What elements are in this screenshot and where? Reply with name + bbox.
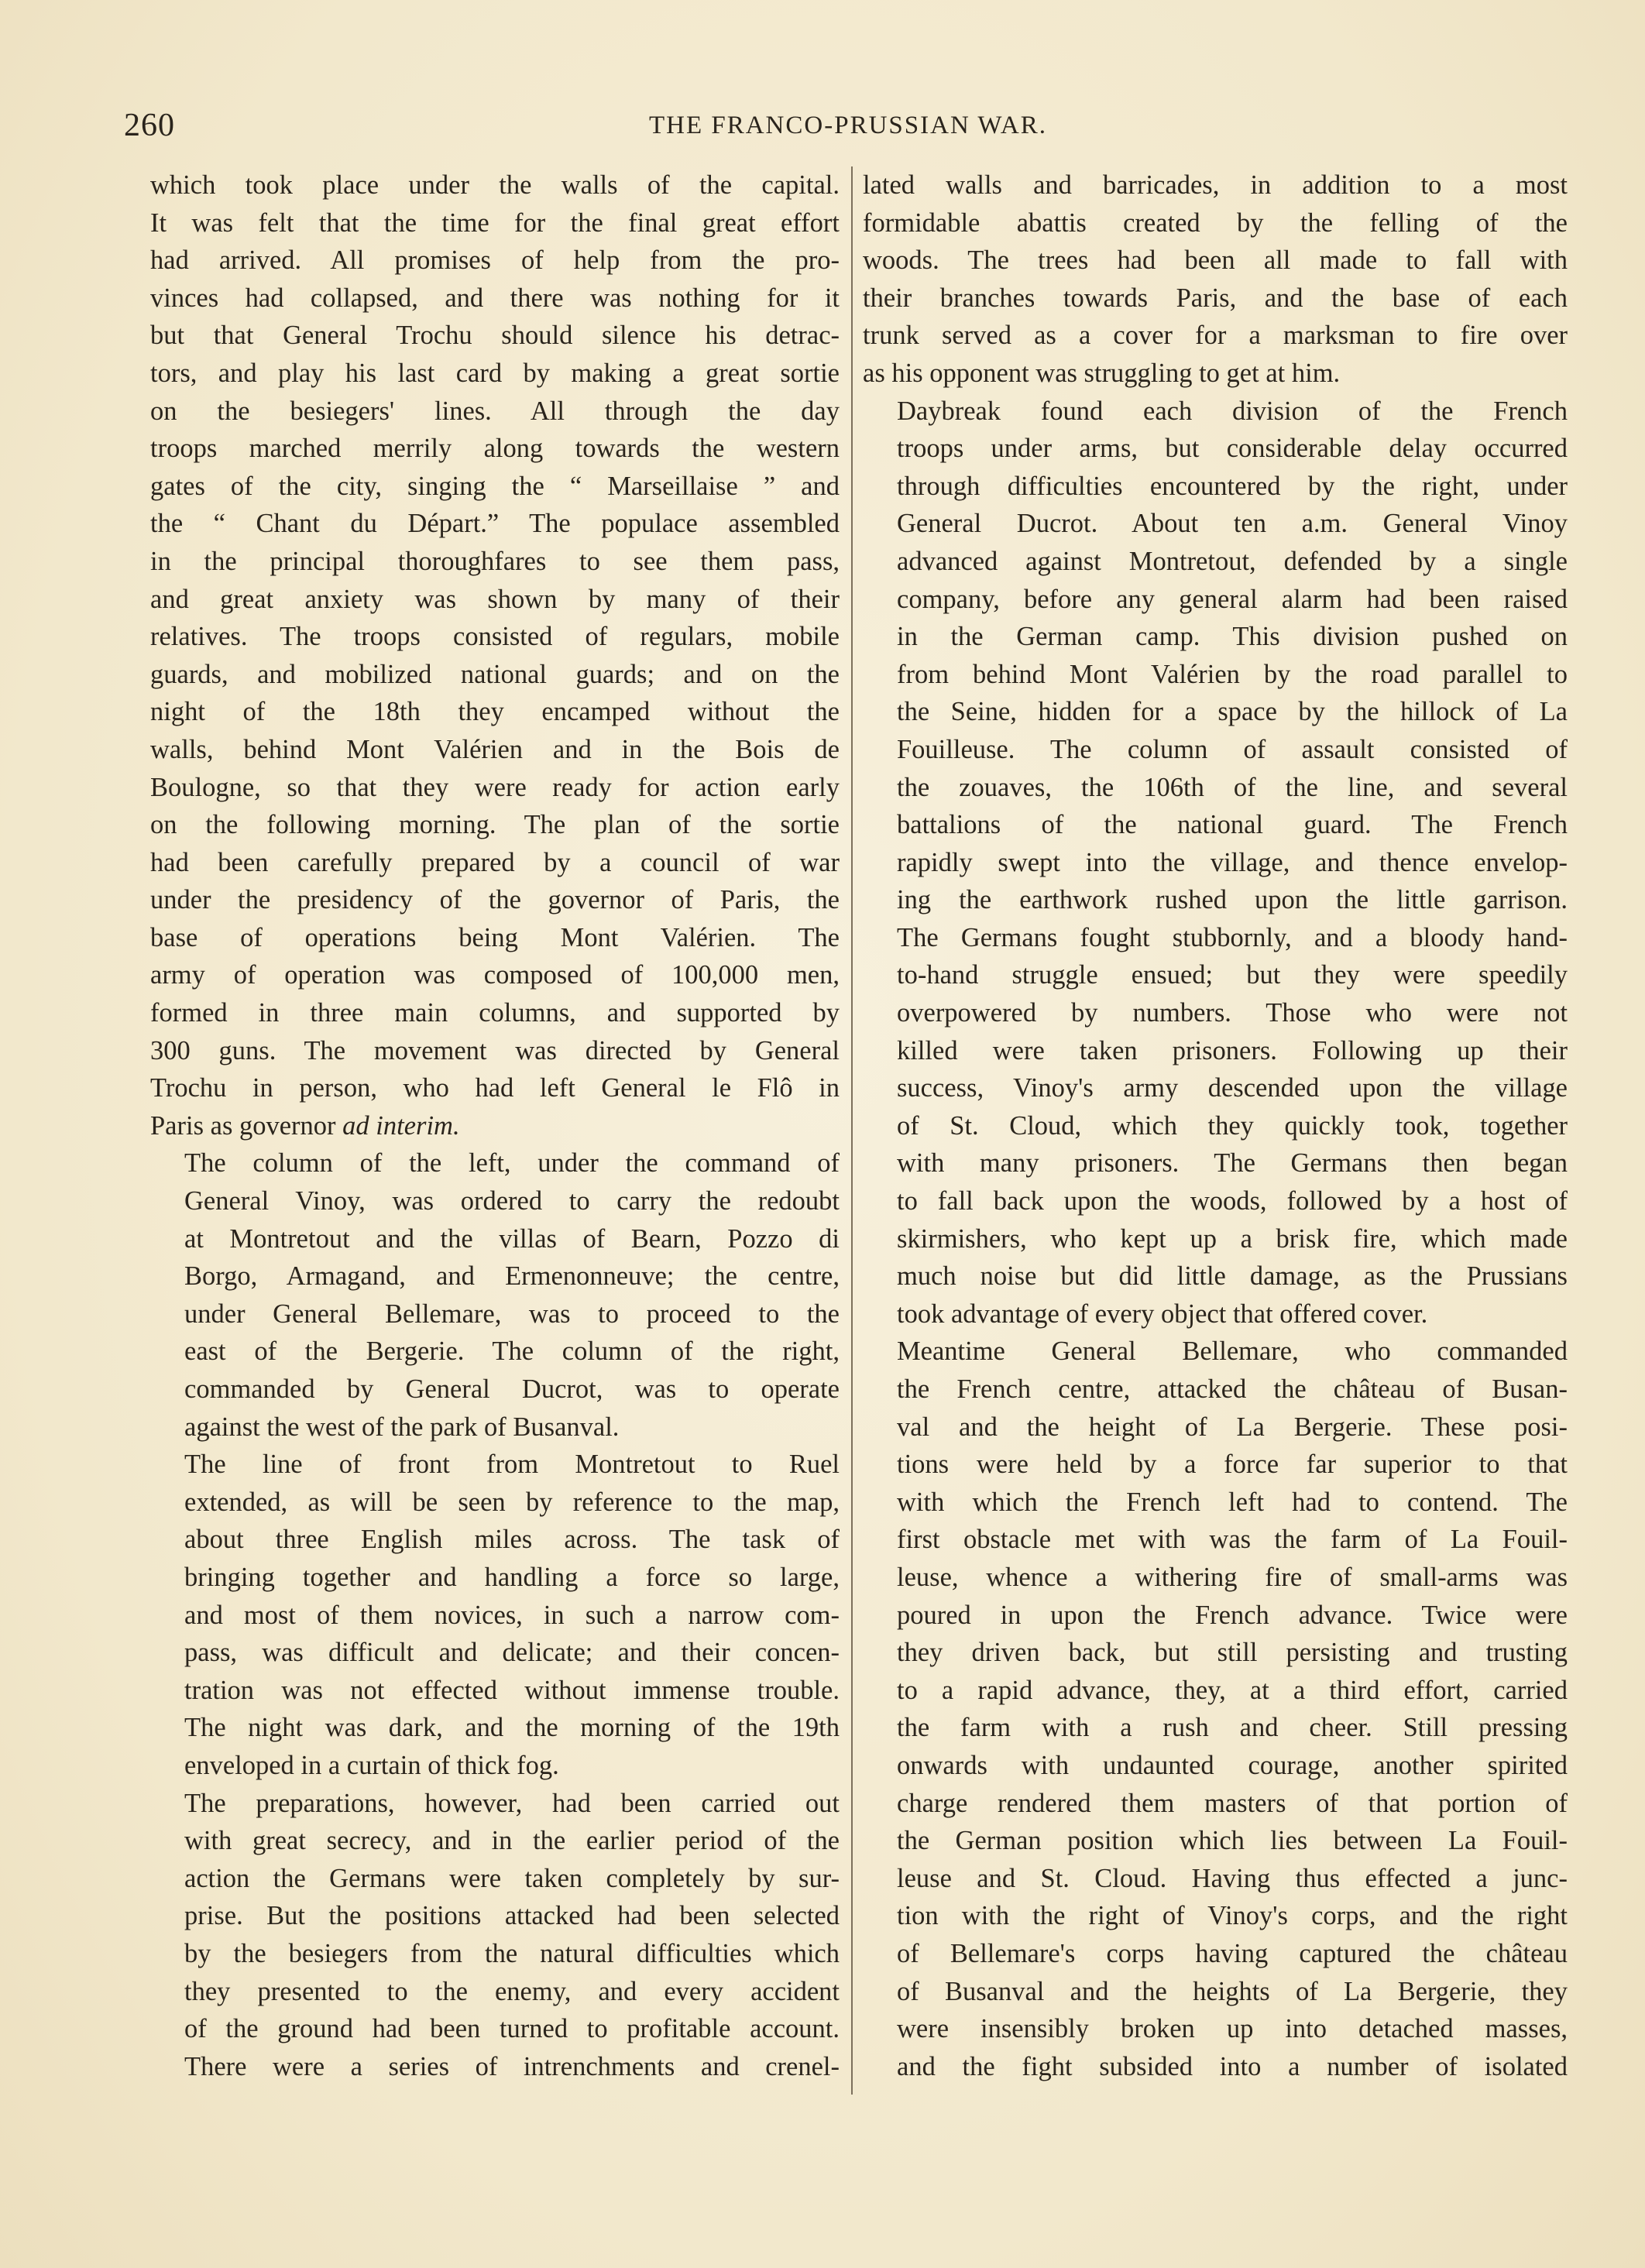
text-line: at Montretout and the villas of Bearn, Pozzo di [184, 1223, 840, 1254]
text-line: of the ground had been turned to profitable account. [184, 2014, 840, 2044]
text-line: overpowered by numbers. Those who were not [897, 998, 1568, 1028]
text-line: val and the height of La Bergerie. These posi- [897, 1412, 1568, 1442]
text-line: prise. But the positions attacked had been selected [184, 1901, 840, 1931]
text-line: charge rendered them masters of that portion of [897, 1788, 1568, 1818]
text-line: were insensibly broken up into detached masses, [897, 2014, 1568, 2044]
text-line: the zouaves, the 106th of the line, and several [897, 772, 1568, 802]
text-line: killed were taken prisoners. Following up their [897, 1035, 1568, 1065]
text-line: rapidly swept into the village, and thence envelop- [897, 847, 1568, 877]
text-line: extended, as will be seen by reference to the map, [184, 1487, 840, 1517]
paragraph [150, 1446, 840, 1784]
text-line: the Seine, hidden for a space by the hillock of La [897, 697, 1568, 727]
text-line: the farm with a rush and cheer. Still pressing [897, 1713, 1568, 1743]
text-line: the “ Chant du Départ.” The populace assembled [150, 509, 840, 539]
text-line: pass, was difficult and delicate; and their concen- [184, 1638, 840, 1668]
text-line: and the fight subsided into a number of isolated [897, 2051, 1568, 2081]
text-line: vinces had collapsed, and there was nothing for it [150, 283, 840, 313]
text-line: lated walls and barricades, in addition to a most [863, 170, 1568, 200]
text-line: poured in upon the French advance. Twice were [897, 1600, 1568, 1630]
text-line: Daybreak found each division of the French [897, 396, 1568, 426]
running-head [124, 107, 1572, 144]
text-line: relatives. The troops consisted of regulars, mobile [150, 622, 840, 652]
text-line: Paris as governor ad interim. [150, 1110, 460, 1141]
text-line: their branches towards Paris, and the base of each [863, 283, 1568, 313]
paragraph [863, 1333, 1568, 2085]
paragraph [863, 393, 1568, 1333]
text-line: from behind Mont Valérien by the road parallel to [897, 659, 1568, 689]
text-line: 300 guns. The movement was directed by General [150, 1035, 840, 1065]
text-line: The night was dark, and the morning of the 19th [184, 1713, 840, 1743]
text-line: troops under arms, but considerable delay occurred [897, 434, 1568, 464]
running-title: THE FRANCO-PRUSSIAN WAR. [648, 112, 1048, 139]
paragraph [863, 166, 1568, 393]
text-line: advanced against Montretout, defended by a single [897, 546, 1568, 576]
text-line: but that General Trochu should silence his detrac- [150, 321, 840, 351]
text-line: first obstacle met with was the farm of La Fouil- [897, 1525, 1568, 1555]
text-line: tors, and play his last card by making a great sortie [150, 358, 840, 388]
text-line: in the principal thoroughfares to see them pass, [150, 546, 840, 576]
text-line: guards, and mobilized national guards; and on the [150, 659, 840, 689]
text-line: the French centre, attacked the château of Busan- [897, 1374, 1568, 1404]
text-line: took advantage of every object that offered cover. [897, 1299, 1428, 1329]
text-line: on the following morning. The plan of the sortie [150, 810, 840, 840]
text-line: by the besiegers from the natural difficulties which [184, 1938, 840, 1968]
text-line: leuse, whence a withering fire of small-arms was [897, 1562, 1568, 1592]
text-line: army of operation was composed of 100,000 men, [150, 960, 840, 990]
text-line: Trochu in person, who had left General le Flô in [150, 1073, 840, 1103]
text-line: much noise but did little damage, as the Prussians [897, 1261, 1568, 1292]
text-line: woods. The trees had been all made to fall with [863, 245, 1568, 276]
text-line: onwards with undaunted courage, another spirited [897, 1750, 1568, 1780]
text-line: walls, behind Mont Valérien and in the Bois de [150, 734, 840, 764]
text-line: skirmishers, who kept up a brisk fire, which made [897, 1223, 1568, 1254]
text-line: to-hand struggle ensued; but they were speedily [897, 960, 1568, 990]
text-line: Meantime General Bellemare, who commanded [897, 1336, 1568, 1367]
italic-phrase: ad interim. [342, 1110, 460, 1141]
text-line: Borgo, Armagand, and Ermenonneuve; the centre, [184, 1261, 840, 1292]
text-line: of St. Cloud, which they quickly took, together [897, 1110, 1568, 1141]
text-line: and great anxiety was shown by many of their [150, 584, 840, 614]
text-line: The column of the left, under the command of [184, 1148, 840, 1179]
text-line: had arrived. All promises of help from the pro- [150, 245, 840, 276]
text-line: enveloped in a curtain of thick fog. [184, 1750, 559, 1780]
text-line: ing the earthwork rushed upon the little garrison. [897, 885, 1568, 915]
page-number: 260 [124, 108, 175, 143]
text-line: of Bellemare's corps having captured the château [897, 1938, 1568, 1968]
text-line: against the west of the park of Busanval. [184, 1412, 620, 1442]
text-line: It was felt that the time for the final great effort [150, 208, 840, 238]
text-line: about three English miles across. The task of [184, 1525, 840, 1555]
right-text-column [863, 166, 1568, 2085]
text-line: east of the Bergerie. The column of the right, [184, 1336, 840, 1367]
text-line: through difficulties encountered by the right, under [897, 471, 1568, 501]
paragraph [150, 1144, 840, 1446]
text-line: and most of them novices, in such a narrow com- [184, 1600, 840, 1630]
text-line: the German position which lies between La Fouil- [897, 1826, 1568, 1856]
text-line: trunk served as a cover for a marksman to fire over [863, 321, 1568, 351]
text-line: in the German camp. This division pushed on [897, 622, 1568, 652]
text-line: battalions of the national guard. The French [897, 810, 1568, 840]
text-line: The Germans fought stubbornly, and a bloody hand- [897, 922, 1568, 952]
text-line: night of the 18th they encamped without the [150, 697, 840, 727]
text-line: There were a series of intrenchments and crenel- [184, 2051, 840, 2081]
text-line: gates of the city, singing the “ Marseillaise ” and [150, 471, 840, 501]
text-line: tration was not effected without immense trouble. [184, 1675, 840, 1705]
text-line: with which the French left had to contend. The [897, 1487, 1568, 1517]
text-line: on the besiegers' lines. All through the day [150, 396, 840, 426]
text-line: had been carefully prepared by a council of war [150, 847, 840, 877]
text-line: leuse and St. Cloud. Having thus effected a junc- [897, 1863, 1568, 1893]
text-line: which took place under the walls of the capital. [150, 170, 840, 200]
text-line: base of operations being Mont Valérien. The [150, 922, 840, 952]
text-line: troops marched merrily along towards the western [150, 434, 840, 464]
text-line: formidable abattis created by the felling of the [863, 208, 1568, 238]
text-line: bringing together and handling a force so large, [184, 1562, 840, 1592]
text-line: to fall back upon the woods, followed by a host of [897, 1186, 1568, 1216]
paragraph [150, 166, 840, 1144]
text-line: under the presidency of the governor of Paris, the [150, 885, 840, 915]
text-line: General Ducrot. About ten a.m. General Vinoy [897, 509, 1568, 539]
text-line: formed in three main columns, and supported by [150, 998, 840, 1028]
text-line: Fouilleuse. The column of assault consisted of [897, 734, 1568, 764]
text-line: with great secrecy, and in the earlier period of the [184, 1826, 840, 1856]
text-line: with many prisoners. The Germans then began [897, 1148, 1568, 1179]
text-line: The preparations, however, had been carried out [184, 1788, 840, 1818]
text-line: General Vinoy, was ordered to carry the redoubt [184, 1186, 840, 1216]
text-line: tion with the right of Vinoy's corps, and the right [897, 1901, 1568, 1931]
text-line: under General Bellemare, was to proceed to the [184, 1299, 840, 1329]
paragraph [150, 1785, 840, 2086]
text-line: success, Vinoy's army descended upon the village [897, 1073, 1568, 1103]
left-text-column [150, 166, 840, 2085]
text-line: The line of front from Montretout to Ruel [184, 1450, 840, 1480]
text-line: they presented to the enemy, and every accident [184, 1976, 840, 2006]
text-line: as his opponent was struggling to get at him. [863, 358, 1341, 388]
text-line: of Busanval and the heights of La Bergerie, they [897, 1976, 1568, 2006]
text-line: they driven back, but still persisting and trusting [897, 1638, 1568, 1668]
text-line: Boulogne, so that they were ready for action early [150, 772, 840, 802]
text-line: tions were held by a force far superior to that [897, 1450, 1568, 1480]
text-line: commanded by General Ducrot, was to operate [184, 1374, 840, 1404]
column-divider [851, 166, 853, 2095]
text-line: company, before any general alarm had been raised [897, 584, 1568, 614]
text-line: action the Germans were taken completely by sur- [184, 1863, 840, 1893]
text-line: to a rapid advance, they, at a third effort, carried [897, 1675, 1568, 1705]
